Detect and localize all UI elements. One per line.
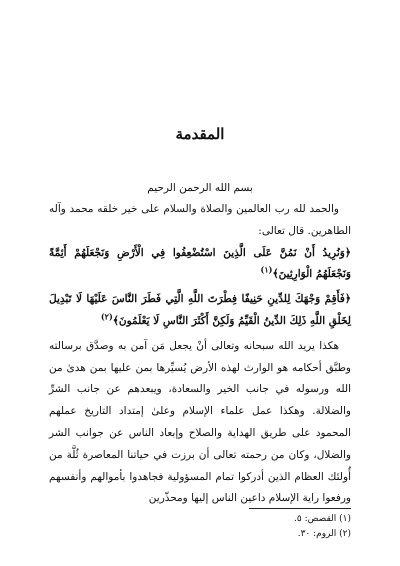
footnote-ref-2[interactable]: (٢) bbox=[100, 311, 113, 322]
footnotes bbox=[51, 512, 351, 542]
paragraph-main bbox=[49, 336, 351, 510]
basmala: بسم الله الرحمن الرحيم bbox=[147, 182, 253, 194]
quran-verse-2-text: ﴿فَأَقِمْ وَجْهَكَ لِلدِّينِ حَنِيفًا فِطْرَتَ اللَّهِ الَّتِي فَطَرَ النَّاسَ عَلَيْهَا لَا تَبْدِيلَ لِخَلْقِ اللَّهِ ذَلِكَ الدِّينُ الْقَيِّمُ وَلَكِنَّ أَكْثَرَ النَّاسِ لَا يَعْلَمُونَ﴾ bbox=[49, 293, 351, 327]
quran-verse-1 bbox=[49, 243, 351, 287]
footnote-ref-1[interactable]: (١) bbox=[260, 264, 273, 275]
paragraph-opening-text: والحمد لله رب العالمين والصلاة والسلام على خير خلقه محمد وآله الطاهرين. قال تعالى: bbox=[49, 203, 351, 237]
footnote-2: (٢) الروم: ٣٠. bbox=[297, 529, 351, 539]
paragraph-main-text: هكذا يريد الله سبحانه وتعالى أنْ يجعل مَن آمن به وصدَّق برسالته وطبَّق أحكامه هو الوارث لهذه الأرض يُسيِّرها بمن عليها بمن هدىٰ من الله ورسوله في جانب الخير والسعادة، ويبعدهم عن جانب الشرِّ والضلالة. وهكذا عمل علماء الإسلام وعلىٰ إمتداد التاريخ عملهم المحمود على طريق الهداية والصلاح وإبعاد الناس عن جوانب الشر والضلال، وكان من رحمته تعالى أن برزت في حياتنا المعاصرة ثُلَّة من أُولئك العظام الذين أدركوا تمام المسؤولية فجاهدوا بأموالهم وأنفسهم ورفعوا راية الإسلام داعين الناس إليها ومحذّرين bbox=[49, 339, 351, 505]
footnote-divider bbox=[249, 508, 351, 509]
paragraph-opening bbox=[49, 199, 351, 243]
footnote-1: (١) القصص: ٥. bbox=[294, 514, 351, 524]
quran-verse-2 bbox=[49, 289, 351, 333]
quran-verse-1-text: ﴿وَنُرِيدُ أَنْ نَمُنَّ عَلَى الَّذِينَ اسْتُضْعِفُوا فِي الْأَرْضِ وَنَجْعَلَهُمْ أَئِمَّةً وَنَجْعَلَهُمُ الْوَارِثِينَ﴾ bbox=[49, 246, 351, 281]
body-text bbox=[49, 199, 351, 510]
page-title: المقدمة bbox=[175, 125, 225, 143]
